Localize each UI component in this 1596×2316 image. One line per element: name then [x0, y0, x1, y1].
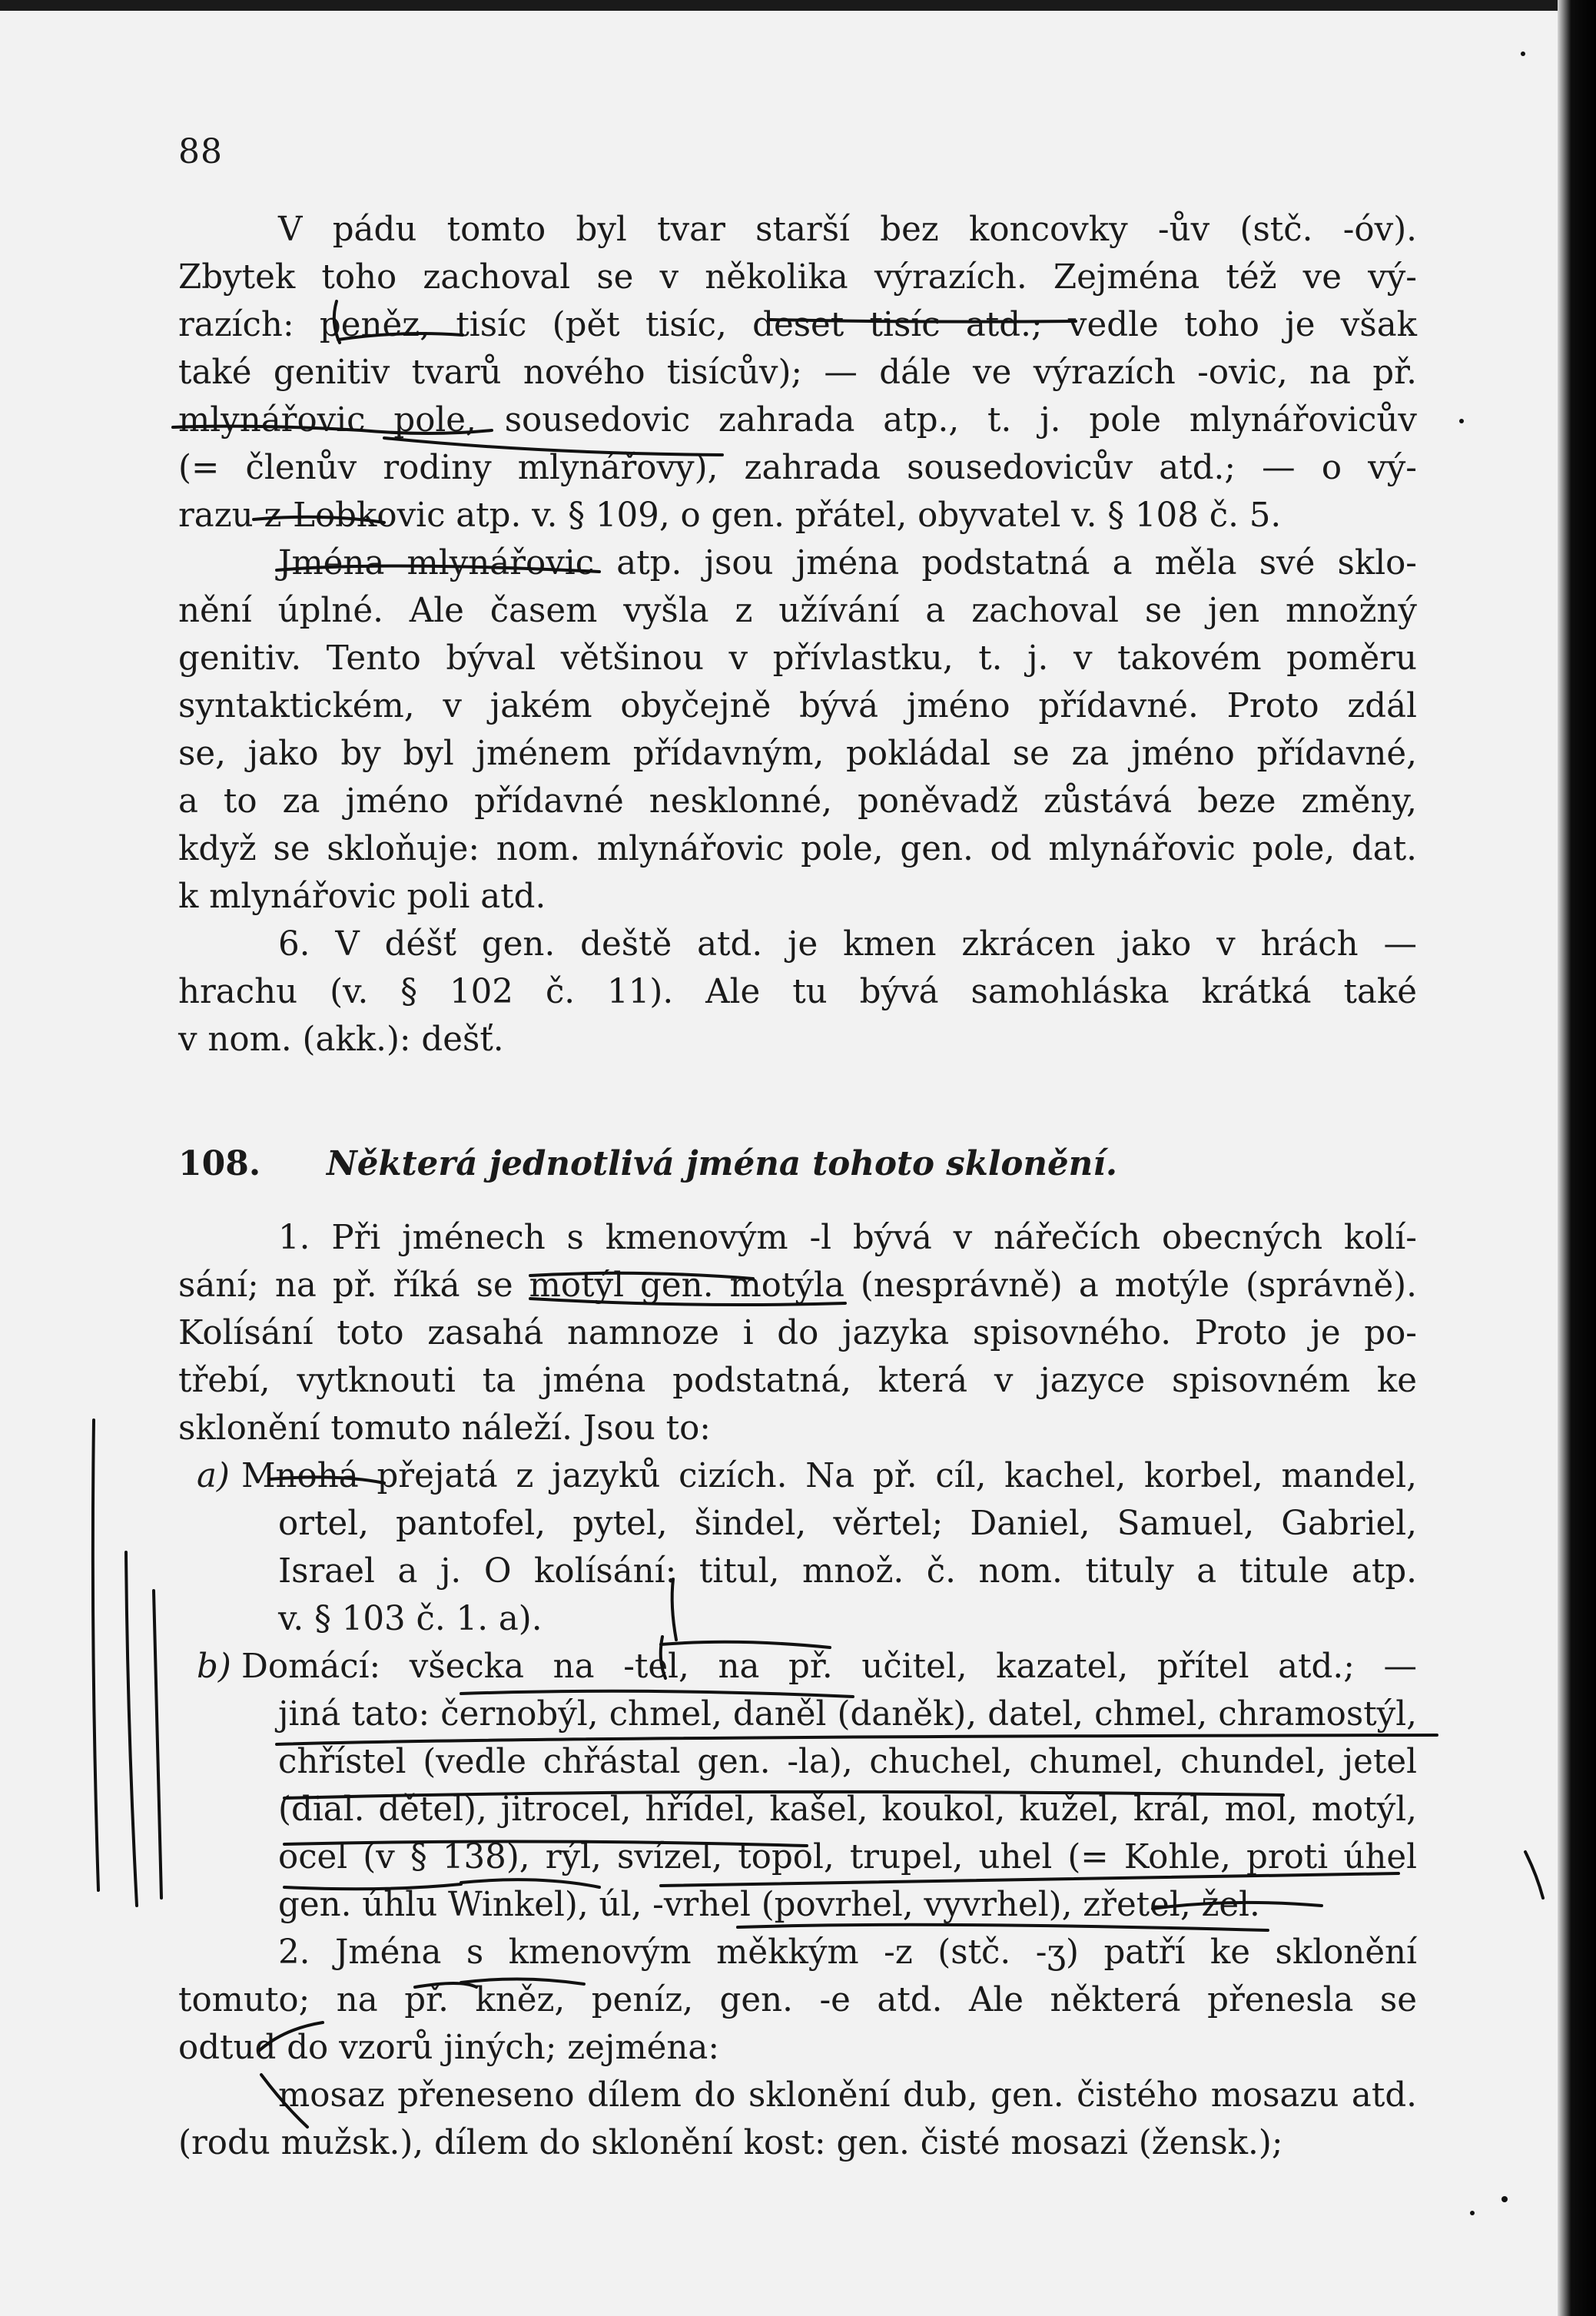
text-line: (dial. dětel), jitrocel, hřídel, kašel, koukol, kužel, král, mol, motýl,: [278, 1790, 1417, 1829]
list-text: Mnohá přejatá z jazyků cizích. Na př. cíl, kachel, korbel, mandel,: [241, 1457, 1417, 1495]
text-line: v nom. (akk.): dešť.: [178, 1020, 504, 1059]
text-line: razu z-Lobkovic atp. v. § 109, o gen. přátel, obyvatel v. § 108 č. 5.: [178, 496, 1282, 535]
text-line: 1. Při jménech s kmenovým -l bývá v nářečích obecných kolí-: [278, 1219, 1417, 1257]
text-line: chřístel (vedle chřástal gen. -la), chuchel, chumel, chundel, jetel: [278, 1743, 1417, 1781]
page-binding-edge: [1558, 0, 1596, 2316]
text-line: Zbytek toho zachoval se v několika výrazích. Zejména též ve vý-: [178, 258, 1417, 297]
text-line: Israel a j. O kolísání: titul, množ. č. nom. tituly a titule atp.: [278, 1552, 1417, 1591]
text-line: Kolísání toto zasahá namnoze i do jazyka spisovného. Proto je po-: [178, 1314, 1417, 1352]
text-line: v. § 103 č. 1. a).: [278, 1600, 543, 1638]
text-line: odtud do vzorů jiných; zejména:: [178, 2029, 719, 2067]
text-line: V pádu tomto byl tvar starší bez koncovky -ův (stč. -óv).: [278, 211, 1417, 249]
text-line: k mlynářovic poli atd.: [178, 878, 546, 916]
list-label: b): [197, 1647, 231, 1686]
text-line: (rodu mužsk.), dílem do sklonění kost: gen. čisté mosazi (žensk.);: [178, 2124, 1283, 2162]
text-line: sklonění tomuto náleží. Jsou to:: [178, 1409, 711, 1448]
paragraph-dest: [178, 921, 1417, 1063]
text-line: (= členův rodiny mlynářovy), zahrada sousedovicův atd.; — o vý-: [178, 449, 1417, 487]
list-label: a): [197, 1457, 230, 1495]
text-line: genitiv. Tento býval většinou v přívlastku, t. j. v takovém poměru: [178, 639, 1417, 678]
section-title: Některá jednotlivá jména tohoto sklonění.: [327, 1144, 1117, 1183]
list-item-b: [178, 1643, 1417, 1929]
text-line: když se skloňuje: nom. mlynářovic pole, gen. od mlynářovic pole, dat.: [178, 830, 1417, 868]
text-line: 6. V déšť gen. deště atd. je kmen zkrácen jako v hrách —: [278, 925, 1417, 964]
paragraph-mlynarovic: [178, 539, 1417, 921]
text-line: 2. Jména s kmenovým měkkým -z (stč. -ʒ) patří ke sklonění: [278, 1933, 1417, 1972]
text-line: [178, 1643, 1417, 1691]
text-line: mosaz přeneseno dílem do sklonění dub, gen. čistého mosazu atd.: [278, 2076, 1417, 2115]
list-text: Domácí: všecka na -tel, na př. učitel, kazatel, přítel atd.; —: [241, 1647, 1417, 1686]
list-item-a: [178, 1452, 1417, 1643]
text-line: mlynářovic pole, sousedovic zahrada atp., t. j. pole mlynářovicův: [178, 401, 1417, 440]
text-line: gen. úhlu Winkel), úl, -vrhel (povrhel, vyvrhel), zřetel, žel.: [278, 1886, 1260, 1924]
page-top-edge: [0, 0, 1596, 11]
page-number: 88: [178, 132, 223, 171]
text-line: a to za jméno přídavné nesklonné, poněvadž zůstává beze změny,: [178, 782, 1417, 821]
paragraph-kmenove-l: [178, 1214, 1417, 1452]
page-text: [178, 206, 1417, 2167]
text-line: syntaktickém, v jakém obyčejně bývá jméno přídavné. Proto zdál: [178, 687, 1417, 725]
text-line: jiná tato: černobýl, chmel, daněl (daněk), datel, chmel, chramostýl,: [278, 1695, 1417, 1734]
section-number: 108.: [178, 1144, 261, 1183]
text-line: třebí, vytknouti ta jména podstatná, která v jazyce spisovném ke: [178, 1362, 1417, 1400]
text-line: také genitiv tvarů nového tisícův); — dále ve výrazích -ovic, na př.: [178, 353, 1417, 392]
paragraph-ending-pad: [178, 206, 1417, 539]
text-line: ortel, pantofel, pytel, šindel, věrtel; Daniel, Samuel, Gabriel,: [278, 1505, 1417, 1543]
text-line: ocel (v § 138), rýl, svízel, topol, trupel, uhel (= Kohle, proti úhel: [278, 1838, 1417, 1876]
text-line: sání; na př. říká se motýl gen. motýla (nesprávně) a motýle (správně).: [178, 1266, 1417, 1305]
text-line: hrachu (v. § 102 č. 11). Ale tu bývá samohláska krátká také: [178, 973, 1417, 1011]
text-line: tomuto; na př. kněz, peníz, gen. -e atd. Ale některá přenesla se: [178, 1981, 1417, 2019]
text-line: [178, 1452, 1417, 1500]
text-line: Jména mlynářovic atp. jsou jména podstatná a měla své sklo-: [278, 544, 1417, 582]
paragraph-kmenove-z: [178, 1929, 1417, 2072]
text-line: nění úplné. Ale časem vyšla z užívání a zachoval se jen množný: [178, 592, 1417, 630]
text-line: se, jako by byl jménem přídavným, pokládal se za jméno přídavné,: [178, 735, 1417, 773]
text-line: razích: peněz, tisíc (pět tisíc, deset tisíc atd.; vedle toho je však: [178, 306, 1417, 344]
section-heading: [178, 1140, 1417, 1188]
paragraph-mosaz: [178, 2072, 1417, 2167]
